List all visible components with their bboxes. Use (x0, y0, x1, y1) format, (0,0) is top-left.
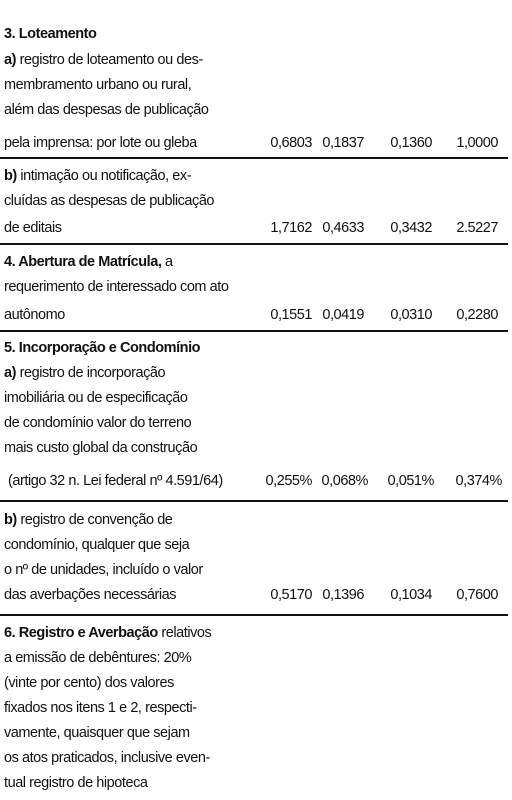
section-4-value-4: 0,2280 (456, 307, 498, 323)
section-4-line-2: autônomo (4, 307, 65, 323)
section-3a-value-3: 0,1360 (390, 135, 432, 151)
section-3b-line-1: b) intimação ou notificação, ex- (4, 168, 192, 184)
section-5b-line-2: condomínio, qualquer que seja (4, 537, 190, 553)
section-6-line-4: vamente, quaisquer que sejam (4, 725, 190, 741)
section-3b-value-2: 0,4633 (322, 220, 364, 236)
section-6-line-3: fixados nos itens 1 e 2, respecti- (4, 700, 197, 716)
row-divider (0, 500, 508, 502)
section-4-heading: 4. Abertura de Matrícula, a (4, 254, 173, 270)
section-5a-line-1: a) registro de incorporação (4, 365, 166, 381)
section-6-line-5: os atos praticados, inclusive even- (4, 750, 210, 766)
section-3a-value-1: 0,6803 (270, 135, 312, 151)
section-3b-value-4: 2.5227 (456, 220, 498, 236)
section-5a-line-3: de condomínio valor do terreno (4, 415, 192, 431)
section-4-line-1: requerimento de interessado com ato (4, 279, 229, 295)
item-label-b: b) (4, 512, 17, 528)
section-5b-value-2: 0,1396 (322, 587, 364, 603)
section-divider (0, 243, 508, 245)
section-3a-line-3: além das despesas de publicação (4, 102, 209, 118)
section-6-line-2: (vinte por cento) dos valores (4, 675, 174, 691)
section-5b-line-3: o nº de unidades, incluído o valor (4, 562, 203, 578)
item-label-b: b) (4, 168, 17, 184)
section-5a-value-1: 0,255% (265, 473, 312, 489)
section-4-value-2: 0,0419 (322, 307, 364, 323)
section-6-line-6: tual registro de hipoteca (4, 775, 148, 791)
section-3b-line-2: cluídas as despesas de publicação (4, 193, 215, 209)
section-divider (0, 330, 508, 332)
section-3b-line-3: de editais (4, 220, 62, 236)
section-3a-line-4: pela imprensa: por lote ou gleba (4, 135, 197, 151)
section-3-heading: 3. Loteamento (4, 26, 97, 42)
section-5b-line-4: das averbações necessárias (4, 587, 177, 603)
section-5b-value-1: 0,5170 (270, 587, 312, 603)
section-4-value-1: 0,1551 (270, 307, 312, 323)
section-5a-value-4: 0,374% (455, 473, 502, 489)
section-5b-value-4: 0,7600 (456, 587, 498, 603)
section-3b-value-3: 0,3432 (390, 220, 432, 236)
section-5a-value-2: 0,068% (321, 473, 368, 489)
section-5b-line-1: b) registro de convenção de (4, 512, 173, 528)
section-divider (0, 614, 508, 616)
section-3a-value-2: 0,1837 (322, 135, 364, 151)
item-label-a: a) (4, 365, 16, 381)
section-3a-value-4: 1,0000 (456, 135, 498, 151)
section-5a-line-2: imobiliária ou de especificação (4, 390, 188, 406)
row-divider (0, 157, 508, 159)
section-3a-line-1: a) registro de loteamento ou des- (4, 52, 203, 68)
section-5-heading: 5. Incorporação e Condomínio (4, 340, 201, 356)
section-5a-line-5: (artigo 32 n. Lei federal nº 4.591/64) (8, 473, 223, 489)
section-4-value-3: 0,0310 (390, 307, 432, 323)
section-6-line-1: a emissão de debêntures: 20% (4, 650, 192, 666)
section-5a-line-4: mais custo global da construção (4, 440, 198, 456)
section-3a-line-2: membramento urbano ou rural, (4, 77, 192, 93)
section-5b-value-3: 0,1034 (390, 587, 432, 603)
section-5a-value-3: 0,051% (387, 473, 434, 489)
section-3b-value-1: 1,7162 (270, 220, 312, 236)
item-label-a: a) (4, 52, 16, 68)
section-6-heading: 6. Registro e Averbação relativos (4, 625, 212, 641)
